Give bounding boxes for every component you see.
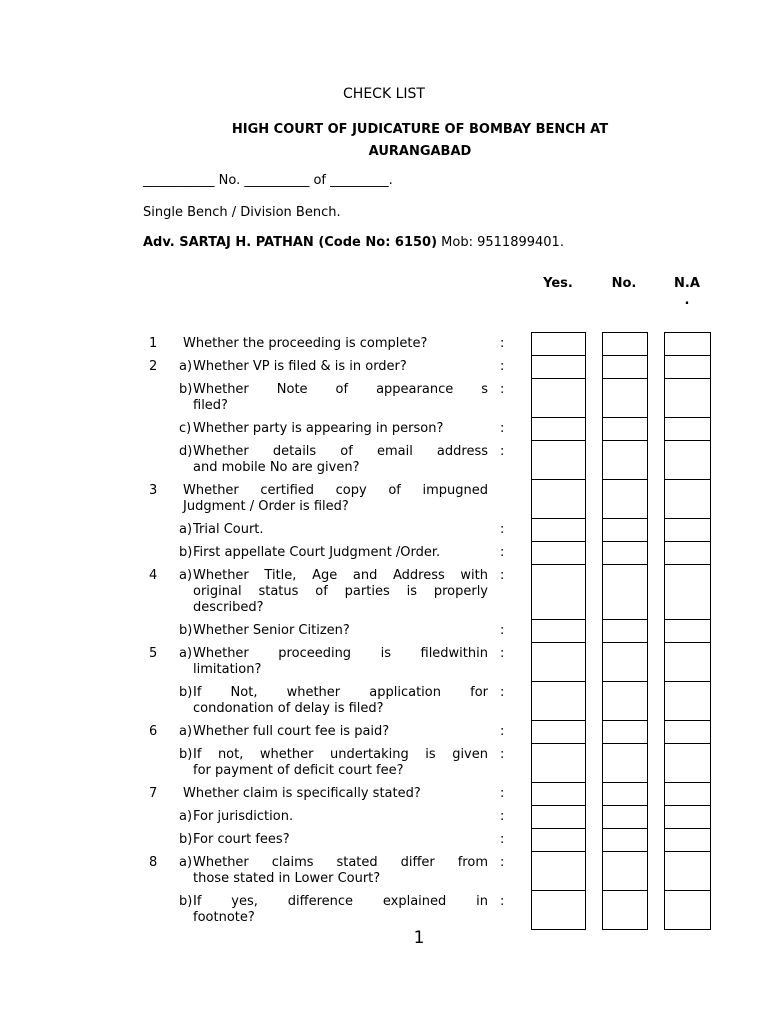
- item-colon: :: [500, 421, 505, 436]
- checkbox-no[interactable]: [602, 851, 648, 891]
- page-number: 1: [413, 928, 425, 948]
- column-header-yes: Yes.: [543, 276, 573, 291]
- checkbox-no[interactable]: [602, 890, 648, 930]
- checkbox-na[interactable]: [664, 828, 711, 852]
- checkbox-no[interactable]: [602, 743, 648, 783]
- item-colon: :: [500, 545, 505, 560]
- checkbox-na[interactable]: [664, 681, 711, 721]
- item-sub-label: c): [179, 421, 192, 436]
- item-colon: :: [500, 623, 505, 638]
- checkbox-no[interactable]: [602, 378, 648, 418]
- item-number: 4: [149, 568, 158, 583]
- checkbox-no[interactable]: [602, 564, 648, 620]
- checkbox-no[interactable]: [602, 518, 648, 542]
- item-question: [193, 855, 488, 887]
- item-question-line: Whether Senior Citizen?: [193, 623, 350, 638]
- court-heading: [190, 119, 650, 163]
- document-title: CHECK LIST: [343, 86, 425, 102]
- item-question-line: Whether claims stated differ from: [193, 855, 488, 870]
- item-question-line: Whether Title, Age and Address with: [193, 568, 488, 583]
- checkbox-na[interactable]: [664, 541, 711, 565]
- item-question-line: Whether party is appearing in person?: [193, 421, 444, 436]
- checkbox-no[interactable]: [602, 355, 648, 379]
- item-question: [193, 809, 488, 825]
- item-question: [193, 382, 488, 414]
- item-sub-label: a): [179, 568, 193, 583]
- item-question-line: footnote?: [193, 910, 255, 925]
- item-question-line: filed?: [193, 398, 228, 413]
- item-question-line: Trial Court.: [193, 522, 264, 537]
- item-question-line: If Not, whether application for: [193, 685, 488, 700]
- item-question-line: limitation?: [193, 662, 262, 677]
- item-question: [193, 685, 488, 717]
- item-question-line: If not, whether undertaking is given: [193, 747, 488, 762]
- checkbox-na[interactable]: [664, 564, 711, 620]
- checkbox-na[interactable]: [664, 890, 711, 930]
- item-number: 2: [149, 359, 158, 374]
- checkbox-no[interactable]: [602, 479, 648, 519]
- item-question-line: Whether claim is specifically stated?: [183, 786, 421, 801]
- item-number: 6: [149, 724, 158, 739]
- item-question: [193, 747, 488, 779]
- checkbox-yes[interactable]: [531, 417, 586, 441]
- item-number: 7: [149, 786, 158, 801]
- advocate-line: [143, 235, 564, 250]
- checkbox-yes[interactable]: [531, 805, 586, 829]
- case-number-line: ___________ No. __________ of _________.: [143, 173, 393, 188]
- item-question-line: For court fees?: [193, 832, 290, 847]
- checkbox-no[interactable]: [602, 332, 648, 356]
- checkbox-yes[interactable]: [531, 642, 586, 682]
- checkbox-no[interactable]: [602, 541, 648, 565]
- item-question: [183, 786, 488, 802]
- item-colon: :: [500, 444, 505, 459]
- item-sub-label: a): [179, 646, 193, 661]
- checkbox-no[interactable]: [602, 828, 648, 852]
- checkbox-na[interactable]: [664, 479, 711, 519]
- checkbox-yes[interactable]: [531, 890, 586, 930]
- item-colon: :: [500, 685, 505, 700]
- item-colon: :: [500, 855, 505, 870]
- item-sub-label: b): [179, 747, 193, 762]
- column-header-na-line1: N.A: [674, 276, 700, 291]
- checkbox-yes[interactable]: [531, 332, 586, 356]
- column-header-na-line2: .: [684, 293, 690, 308]
- bench-line: Single Bench / Division Bench.: [143, 205, 341, 220]
- item-question: [193, 724, 488, 740]
- item-colon: :: [500, 747, 505, 762]
- item-question: [193, 623, 488, 639]
- checkbox-yes[interactable]: [531, 355, 586, 379]
- checkbox-no[interactable]: [602, 417, 648, 441]
- item-question-line: for payment of deficit court fee?: [193, 763, 404, 778]
- advocate-name: Adv. SARTAJ H. PATHAN (Code No: 6150): [143, 235, 438, 250]
- item-question-line: Whether VP is filed & is in order?: [193, 359, 407, 374]
- item-colon: :: [500, 522, 505, 537]
- item-question-line: Judgment / Order is filed?: [183, 499, 349, 514]
- item-question: [193, 421, 488, 437]
- item-question-line: If yes, difference explained in: [193, 894, 488, 909]
- item-sub-label: a): [179, 855, 193, 870]
- item-sub-label: b): [179, 894, 193, 909]
- checkbox-no[interactable]: [602, 720, 648, 744]
- checkbox-yes[interactable]: [531, 378, 586, 418]
- item-number: 8: [149, 855, 158, 870]
- item-question: [193, 359, 488, 375]
- advocate-mobile: Mob: 9511899401.: [437, 235, 564, 250]
- checkbox-no[interactable]: [602, 619, 648, 643]
- item-question: [193, 522, 488, 538]
- item-sub-label: b): [179, 685, 193, 700]
- checkbox-yes[interactable]: [531, 440, 586, 480]
- checkbox-yes[interactable]: [531, 479, 586, 519]
- item-colon: :: [500, 382, 505, 397]
- item-question-line: Whether Note of appearance s: [193, 382, 488, 397]
- checkbox-na[interactable]: [664, 619, 711, 643]
- checkbox-yes[interactable]: [531, 541, 586, 565]
- checkbox-no[interactable]: [602, 642, 648, 682]
- checkbox-no[interactable]: [602, 782, 648, 806]
- item-question-line: condonation of delay is filed?: [193, 701, 384, 716]
- item-sub-label: b): [179, 832, 193, 847]
- item-sub-label: b): [179, 382, 193, 397]
- item-colon: :: [500, 724, 505, 739]
- item-question: [183, 483, 488, 515]
- checkbox-yes[interactable]: [531, 743, 586, 783]
- item-question-line: Whether full court fee is paid?: [193, 724, 390, 739]
- item-sub-label: b): [179, 623, 193, 638]
- checkbox-no[interactable]: [602, 805, 648, 829]
- item-sub-label: a): [179, 724, 193, 739]
- item-question-line: those stated in Lower Court?: [193, 871, 381, 886]
- item-number: 1: [149, 336, 158, 351]
- checkbox-yes[interactable]: [531, 518, 586, 542]
- item-colon: :: [500, 809, 505, 824]
- checkbox-no[interactable]: [602, 681, 648, 721]
- item-number: 5: [149, 646, 158, 661]
- item-colon: :: [500, 832, 505, 847]
- checkbox-yes[interactable]: [531, 782, 586, 806]
- item-question-line: Whether proceeding is filedwithin: [193, 646, 488, 661]
- item-sub-label: b): [179, 545, 193, 560]
- item-colon: :: [500, 359, 505, 374]
- checkbox-yes[interactable]: [531, 720, 586, 744]
- checkbox-no[interactable]: [602, 440, 648, 480]
- column-header-no: No.: [611, 276, 637, 291]
- item-question: [183, 336, 488, 352]
- checkbox-yes[interactable]: [531, 619, 586, 643]
- item-question-line: Whether certified copy of impugned: [183, 483, 488, 498]
- item-question-line: Whether details of email address: [193, 444, 488, 459]
- item-question: [193, 894, 488, 926]
- item-question-line: described?: [193, 600, 264, 615]
- item-colon: :: [500, 646, 505, 661]
- checkbox-na[interactable]: [664, 518, 711, 542]
- item-colon: :: [500, 894, 505, 909]
- item-sub-label: a): [179, 522, 193, 537]
- item-question: [193, 832, 488, 848]
- item-sub-label: a): [179, 809, 193, 824]
- checkbox-na[interactable]: [664, 743, 711, 783]
- column-header-na: [664, 275, 710, 309]
- checkbox-yes[interactable]: [531, 564, 586, 620]
- item-sub-label: d): [179, 444, 193, 459]
- item-colon: :: [500, 568, 505, 583]
- item-question-line: Whether the proceeding is complete?: [183, 336, 428, 351]
- checkbox-yes[interactable]: [531, 681, 586, 721]
- checkbox-na[interactable]: [664, 720, 711, 744]
- court-heading-line1: HIGH COURT OF JUDICATURE OF BOMBAY BENCH AT: [231, 122, 609, 137]
- item-colon: :: [500, 786, 505, 801]
- checkbox-na[interactable]: [664, 782, 711, 806]
- item-question: [193, 545, 488, 561]
- checkbox-na[interactable]: [664, 440, 711, 480]
- checkbox-na[interactable]: [664, 642, 711, 682]
- item-question-line: original status of parties is properly: [193, 584, 488, 599]
- checkbox-na[interactable]: [664, 851, 711, 891]
- checkbox-na[interactable]: [664, 417, 711, 441]
- item-question-line: For jurisdiction.: [193, 809, 294, 824]
- item-question-line: First appellate Court Judgment /Order.: [193, 545, 441, 560]
- checkbox-na[interactable]: [664, 355, 711, 379]
- item-colon: :: [500, 336, 505, 351]
- item-question: [193, 646, 488, 678]
- item-question-line: and mobile No are given?: [193, 460, 360, 475]
- checkbox-na[interactable]: [664, 378, 711, 418]
- court-heading-line2: AURANGABAD: [368, 144, 472, 159]
- checkbox-yes[interactable]: [531, 851, 586, 891]
- item-question: [193, 444, 488, 476]
- item-sub-label: a): [179, 359, 193, 374]
- item-question: [193, 568, 488, 616]
- checkbox-na[interactable]: [664, 332, 711, 356]
- checkbox-yes[interactable]: [531, 828, 586, 852]
- item-number: 3: [149, 483, 158, 498]
- checkbox-na[interactable]: [664, 805, 711, 829]
